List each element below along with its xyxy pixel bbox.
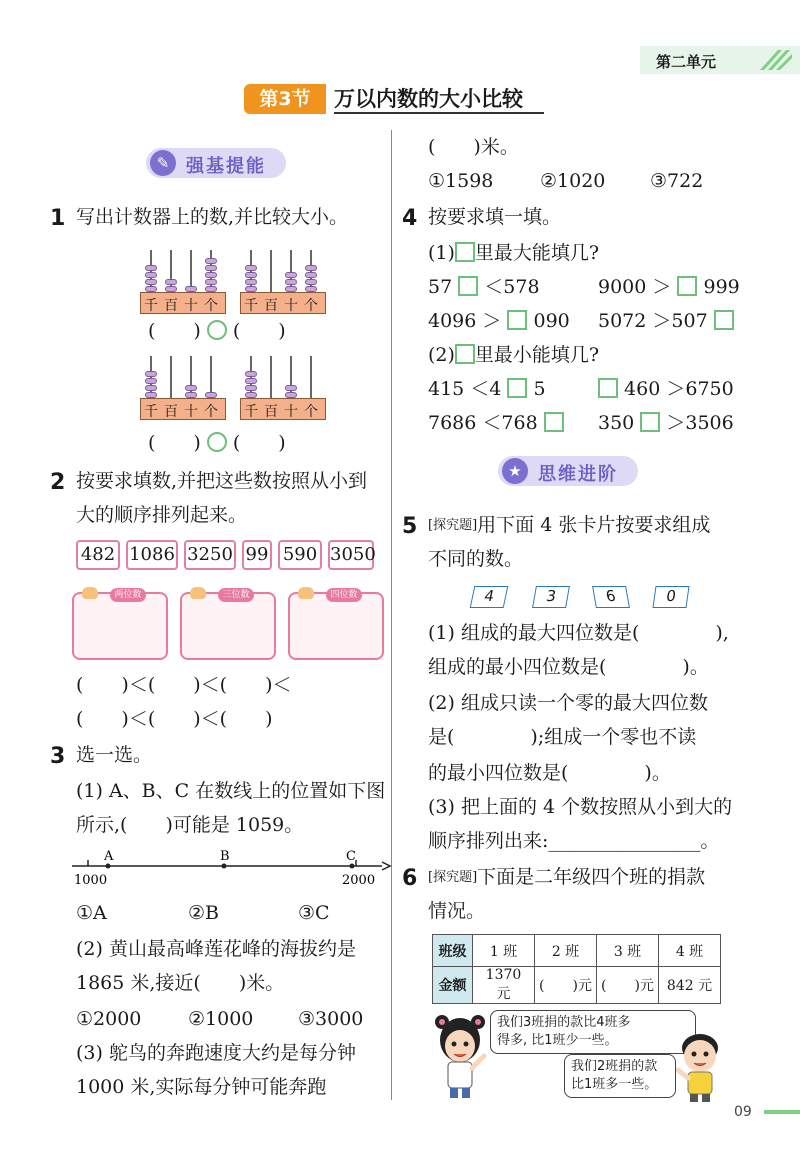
table-cell[interactable]: ( )元: [597, 967, 659, 1004]
q4-r4-left: 7686 ＜768: [428, 412, 564, 433]
abacus-bead: [245, 378, 257, 384]
abacus: [140, 352, 226, 430]
abacus-bead: [285, 279, 297, 285]
number-card: 482: [76, 540, 120, 570]
bubble-boy-line1: 我们2班捐的款: [571, 1059, 658, 1074]
q3-p2-option-2[interactable]: ②1000: [188, 1008, 254, 1030]
abacus-place-label: 千: [144, 298, 158, 314]
q5-a1: (1) 组成的最大四位数是( ),: [428, 622, 729, 644]
abacus-bead: [145, 378, 157, 384]
table-header-cell: 1 班: [473, 935, 535, 967]
abacus-place-label: 个: [204, 298, 218, 314]
fill-box[interactable]: [544, 412, 564, 432]
abacus-bead: [245, 279, 257, 285]
abacus-rod: [310, 356, 312, 398]
page-number-bar: [764, 1110, 800, 1114]
bubble-girl-line2: 得多, 比1班少一些。: [497, 1033, 618, 1048]
number-card: 590: [278, 540, 322, 570]
abacus-bead: [145, 265, 157, 271]
banner-advanced: [498, 456, 638, 486]
q6-line1: [探究题]下面是二年级四个班的捐款: [428, 866, 706, 888]
abacus-bead: [145, 279, 157, 285]
q2-line1: 按要求填数,并把这些数按照从小到: [76, 470, 368, 492]
abacus-place-label: 个: [204, 404, 218, 420]
box-tag: 三位数: [218, 588, 254, 602]
girl-illustration-icon: [430, 1014, 490, 1100]
medal-icon: ★: [502, 458, 528, 484]
q4-number: 4: [402, 206, 418, 231]
q5-line1: [探究题]用下面 4 张卡片按要求组成: [428, 514, 711, 536]
digit-card: 6: [592, 586, 630, 608]
q4-r1-right: 9000 ＞ 999: [598, 276, 740, 298]
q4-r2-right: 5072 ＞507: [598, 310, 734, 331]
abacus-bead: [165, 279, 177, 285]
compare-circle-2[interactable]: [207, 432, 227, 452]
number-card: 99: [242, 540, 272, 570]
compare-circle-1[interactable]: [207, 320, 227, 340]
abacus-place-label: 十: [184, 404, 198, 420]
q3-p2-line1: (2) 黄山最高峰莲花峰的海拔约是: [76, 938, 356, 960]
banner-basic-label: 强基提能: [186, 156, 266, 177]
abacus-place-label: 百: [164, 298, 178, 314]
green-box-sample: [455, 242, 475, 262]
table-row: [433, 935, 721, 967]
answer-box-two-digit[interactable]: [72, 592, 168, 660]
girl-speech-bubble: [490, 1010, 696, 1054]
q4-r3-left: 415 ＜4 5: [428, 378, 546, 400]
abacus-bead: [205, 265, 217, 271]
abacus-place-label: 百: [264, 298, 278, 314]
q4-r1-left: 57 ＜578: [428, 276, 540, 298]
q5-c2: 顺序排列出来:________________。: [428, 830, 720, 852]
abacus-bead: [145, 385, 157, 391]
bubble-boy-line2: 比1班多一些。: [571, 1077, 658, 1092]
abacus-bead: [285, 385, 297, 391]
boy-speech-bubble: [564, 1054, 676, 1098]
q3-p1-option-2[interactable]: ②B: [188, 902, 219, 924]
q1-number: 1: [50, 206, 66, 231]
fill-box[interactable]: [714, 310, 734, 330]
q3-p2-option-3[interactable]: ③3000: [298, 1008, 364, 1030]
table-cell: 金额: [433, 967, 473, 1004]
q2-number: 2: [50, 470, 66, 495]
pencil-icon: ✎: [150, 150, 176, 176]
number-line: [66, 846, 392, 888]
abacus-rod: [270, 250, 272, 292]
table-header-cell: 2 班: [535, 935, 597, 967]
abacus-place-label: 百: [264, 404, 278, 420]
q4-r2-left: 4096 ＞ 090: [428, 310, 570, 332]
fill-box[interactable]: [507, 310, 527, 330]
abacus-bead: [245, 385, 257, 391]
table-header-cell: 班级: [433, 935, 473, 967]
donation-table: [432, 934, 721, 1004]
label-end: 2000: [342, 873, 376, 888]
label-a: A: [104, 849, 114, 864]
abacus-place-label: 十: [184, 298, 198, 314]
q4-p2-instruction: (2) 里最小能填几?: [428, 344, 600, 366]
cat-face-icon: [190, 587, 206, 599]
abacus-bead: [245, 265, 257, 271]
box-tag: 两位数: [110, 588, 146, 602]
table-header-cell: 3 班: [597, 935, 659, 967]
q3-p3-option-1[interactable]: ①1598: [428, 170, 494, 192]
q3-p3-line3: ( )米。: [428, 136, 519, 158]
q3-p2-line2: 1865 米,接近( )米。: [76, 972, 285, 994]
q6-line2: 情况。: [428, 900, 486, 922]
q6-tag: [探究题]: [428, 870, 478, 885]
abacus-bead: [205, 258, 217, 264]
abacus-place-label: 百: [164, 404, 178, 420]
q3-p1-option-1[interactable]: ①A: [76, 902, 107, 924]
box-tag: 四位数: [326, 588, 362, 602]
fill-box[interactable]: [458, 276, 478, 296]
green-box-sample: [455, 344, 475, 364]
q3-p3-line2: 1000 米,实际每分钟可能奔跑: [76, 1076, 327, 1098]
abacus-bead: [145, 371, 157, 377]
digit-card: 0: [652, 586, 689, 608]
section-heading: 万以内数的大小比较: [334, 84, 544, 114]
point-c: [350, 864, 355, 869]
cat-face-icon: [298, 587, 314, 599]
q4-p1-instruction: (1) 里最大能填几?: [428, 242, 600, 264]
q2-order-line2: ( )＜( )＜( ): [76, 708, 273, 730]
abacus-rod: [270, 356, 272, 398]
abacus-bead: [305, 265, 317, 271]
table-cell: 842 元: [659, 967, 721, 1004]
digit-card: 4: [470, 586, 509, 608]
label-b: B: [220, 849, 230, 864]
q5-b1: (2) 组成只读一个零的最大四位数: [428, 692, 708, 714]
point-a: [106, 864, 111, 869]
q5-b2: 是( );组成一个零也不读: [428, 726, 697, 748]
abacus-bead: [245, 272, 257, 278]
abacus-bead: [185, 385, 197, 391]
q5-number: 5: [402, 514, 418, 539]
q1-compare-row-2: ( ) ( ): [148, 432, 286, 454]
banner-advanced-label: 思维进阶: [538, 464, 618, 485]
abacus-base: [240, 398, 326, 420]
table-cell: 1370 元: [473, 967, 535, 1004]
abacus: [240, 352, 326, 430]
number-card: 3050: [328, 540, 374, 570]
q4-r4-right: 350 ＞3506: [598, 412, 734, 434]
stripes-decoration-icon: [758, 48, 792, 72]
q3-p2-option-1[interactable]: ①2000: [76, 1008, 142, 1030]
q1-text: 写出计数器上的数,并比较大小。: [76, 206, 349, 228]
section-badge: 第3节: [244, 84, 326, 114]
unit-label: 第二单元: [656, 53, 717, 71]
abacus-base: [240, 292, 326, 314]
table-row: [433, 967, 721, 1004]
answer-box-four-digit[interactable]: [288, 592, 384, 660]
q3-p3-line1: (3) 鸵鸟的奔跑速度大约是每分钟: [76, 1042, 356, 1064]
abacus-bead: [205, 279, 217, 285]
bubble-girl-line1: 我们3班捐的款比4班多: [497, 1015, 631, 1030]
label-c: C: [346, 849, 356, 864]
column-divider: [391, 130, 392, 1100]
abacus-bead: [305, 279, 317, 285]
abacus-place-label: 十: [284, 298, 298, 314]
fill-box[interactable]: [677, 276, 697, 296]
digit-card: 3: [532, 586, 570, 608]
abacus-bead: [205, 272, 217, 278]
point-b: [222, 864, 227, 869]
table-cell[interactable]: ( )元: [535, 967, 597, 1004]
number-card: 1086: [126, 540, 178, 570]
banner-basic: [146, 148, 286, 178]
abacus-base: [140, 292, 226, 314]
boy-illustration-icon: [672, 1030, 728, 1102]
abacus: [140, 246, 226, 324]
answer-box-three-digit[interactable]: [180, 592, 276, 660]
abacus-bead: [145, 272, 157, 278]
q2-line2: 大的顺序排列起来。: [76, 504, 248, 526]
fill-box[interactable]: [640, 412, 660, 432]
table-header-cell: 4 班: [659, 935, 721, 967]
q3-p1-line2: 所示,( )可能是 1059。: [76, 814, 304, 836]
q5-a2: 组成的最小四位数是( )。: [428, 656, 709, 678]
abacus-base: [140, 398, 226, 420]
q3-p3-option-3[interactable]: ③722: [650, 170, 704, 192]
q3-number: 3: [50, 744, 66, 769]
fill-box[interactable]: [598, 378, 618, 398]
abacus-place-label: 千: [144, 404, 158, 420]
unit-tab: [640, 46, 800, 74]
q1-compare-row-1: ( ) ( ): [148, 320, 286, 342]
abacus-bead: [245, 371, 257, 377]
q3-p3-option-2[interactable]: ②1020: [540, 170, 606, 192]
abacus-bead: [285, 272, 297, 278]
abacus-place-label: 千: [244, 298, 258, 314]
q3-p1-line1: (1) A、B、C 在数线上的位置如下图: [76, 780, 386, 802]
label-start: 1000: [74, 873, 108, 888]
q4-title: 按要求填一填。: [428, 206, 562, 228]
fill-box[interactable]: [507, 378, 527, 398]
q5-line2: 不同的数。: [428, 548, 524, 570]
q4-r3-right: 460 ＞6750: [598, 378, 734, 399]
number-card: 3250: [184, 540, 236, 570]
abacus-place-label: 千: [244, 404, 258, 420]
abacus: [240, 246, 326, 324]
q5-c1: (3) 把上面的 4 个数按照从小到大的: [428, 796, 733, 818]
cat-face-icon: [82, 587, 98, 599]
q5-b3: 的最小四位数是( )。: [428, 762, 671, 784]
abacus-place-label: 十: [284, 404, 298, 420]
abacus-place-label: 个: [304, 404, 318, 420]
q5-tag: [探究题]: [428, 518, 478, 533]
q2-order-line1: ( )＜( )＜( )＜: [76, 674, 292, 696]
abacus-rod: [170, 356, 172, 398]
q3-title: 选一选。: [76, 744, 153, 766]
abacus-bead: [305, 272, 317, 278]
page-number: 09: [734, 1104, 752, 1120]
q6-number: 6: [402, 866, 418, 891]
q3-p1-option-3[interactable]: ③C: [298, 902, 330, 924]
abacus-place-label: 个: [304, 298, 318, 314]
